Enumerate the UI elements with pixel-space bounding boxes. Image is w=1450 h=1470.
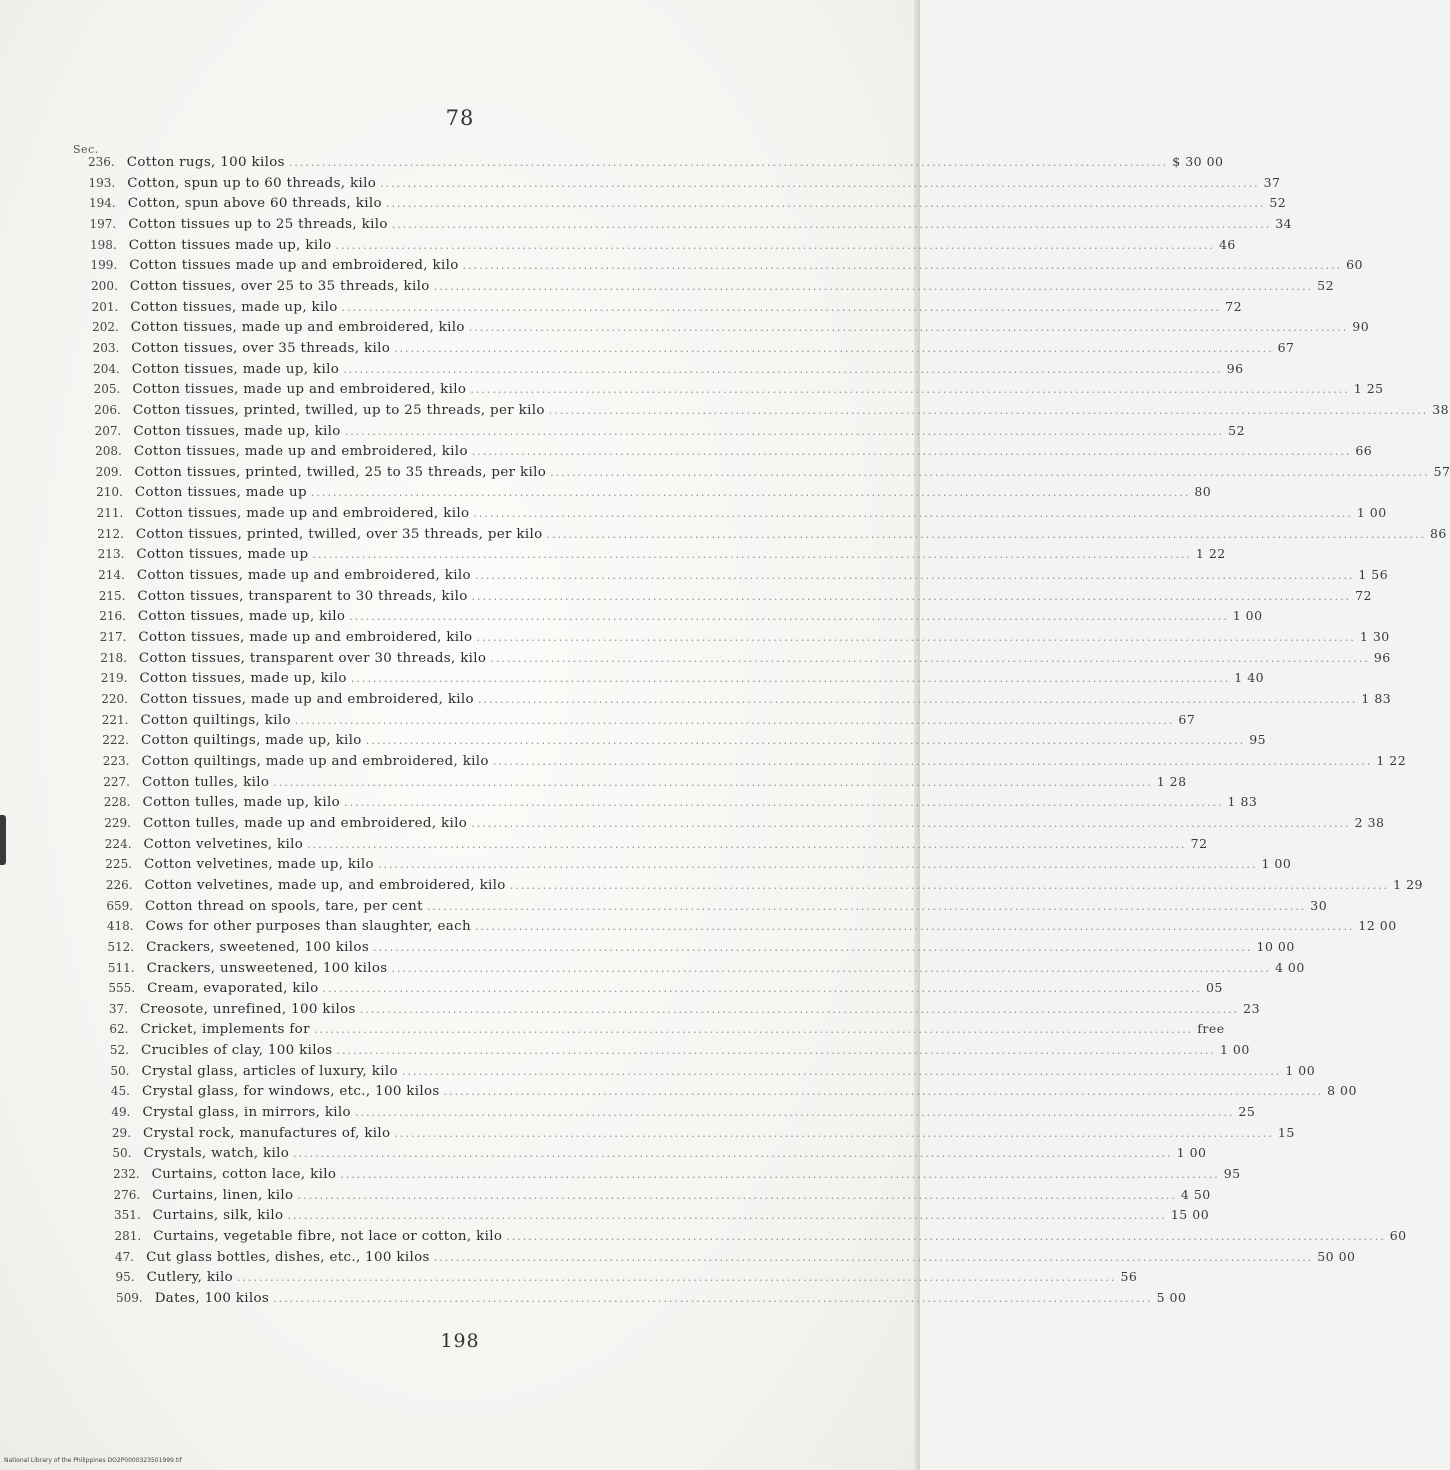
entry-row <box>105 875 1424 895</box>
dot-leader: ................................................................................................................................................................ <box>377 858 1258 872</box>
entry-description: Cotton tissues, made up, kilo <box>133 423 341 439</box>
entry-section-number: 511. <box>107 960 135 975</box>
entry-section-number: 224. <box>104 836 132 851</box>
entry-description: Cotton velvetines, kilo <box>143 836 304 852</box>
entry-rate: 95 <box>1249 732 1267 748</box>
entry-description: Cotton tissues, made up, kilo <box>131 361 340 377</box>
entry-rate: 1 25 <box>1353 381 1384 397</box>
entry-rate: 90 <box>1352 319 1370 335</box>
entry-description: Curtains, linen, kilo <box>152 1187 294 1203</box>
entry-description: Cotton rugs, 100 kilos <box>126 155 285 170</box>
entry-rate: 50 00 <box>1317 1248 1356 1264</box>
entry-section-number: 52. <box>109 1043 129 1058</box>
entry-rate: 52 <box>1317 277 1335 293</box>
dot-leader: ................................................................................................................................................................ <box>297 1188 1177 1202</box>
dot-leader: ................................................................................................................................................................ <box>391 961 1271 975</box>
entry-rate: 67 <box>1178 711 1196 727</box>
dot-leader: ................................................................................................................................................................ <box>237 1271 1117 1285</box>
entry-rate: 86 <box>1429 525 1447 541</box>
entry-rate: 4 50 <box>1180 1186 1211 1202</box>
dot-leader: ................................................................................................................................................................ <box>273 775 1153 789</box>
dot-leader: ................................................................................................................................................................ <box>313 1023 1194 1037</box>
dot-leader: ................................................................................................................................................................ <box>474 920 1355 934</box>
entry-rate: 34 <box>1275 215 1293 231</box>
entry-description: Cut glass bottles, dishes, etc., 100 kilos <box>146 1249 430 1265</box>
entry-section-number: 220. <box>101 692 128 707</box>
entry-row <box>114 1226 1407 1246</box>
dot-leader: ................................................................................................................................................................ <box>391 217 1272 231</box>
entry-section-number: 202. <box>92 320 119 335</box>
entry-row <box>96 482 1212 502</box>
entry-row <box>111 1123 1295 1143</box>
entry-rate: 8 00 <box>1327 1083 1357 1099</box>
dot-leader: ................................................................................................................................................................ <box>344 424 1225 438</box>
entry-section-number: 222. <box>102 733 129 748</box>
entry-description: Crystal glass, for windows, etc., 100 kilos <box>142 1084 440 1100</box>
entry-row <box>101 710 1196 730</box>
entry-row <box>111 1102 1256 1122</box>
entry-section-number: 204. <box>93 361 120 376</box>
dot-leader: ................................................................................................................................................................ <box>394 1126 1274 1140</box>
entry-row <box>95 441 1373 461</box>
entry-rate: 1 22 <box>1376 752 1407 768</box>
dot-leader: ................................................................................................................................................................ <box>273 1292 1153 1305</box>
entry-row <box>112 1164 1241 1184</box>
entry-row <box>115 1267 1138 1287</box>
entry-description: Crystal rock, manufactures of, kilo <box>143 1125 391 1141</box>
entry-description: Crystals, watch, kilo <box>143 1146 290 1162</box>
entry-description: Crystal glass, articles of luxury, kilo <box>141 1063 398 1079</box>
entry-row <box>97 524 1447 544</box>
entry-row <box>100 668 1265 688</box>
entry-description: Cotton tulles, kilo <box>141 774 270 790</box>
entry-description: Cotton tissues, made up, kilo <box>139 671 347 687</box>
entry-row <box>109 1040 1250 1060</box>
entry-section-number: 223. <box>102 753 130 768</box>
entry-section-number: 50. <box>110 1063 130 1078</box>
entry-rate: 38 <box>1432 401 1450 417</box>
entry-rate: 72 <box>1190 835 1208 851</box>
entry-row <box>90 255 1364 275</box>
entry-row <box>93 359 1244 379</box>
entry-description: Cotton tissues, made up and embroidered, kilo <box>130 320 465 336</box>
dot-leader: ................................................................................................................................................................ <box>476 631 1356 645</box>
dot-leader: ................................................................................................................................................................ <box>310 486 1191 500</box>
entry-rate: 30 <box>1310 897 1328 913</box>
entry-section-number: 512. <box>107 939 135 954</box>
dot-leader: ................................................................................................................................................................ <box>307 837 1187 851</box>
entry-row <box>94 421 1246 441</box>
dot-leader: ................................................................................................................................................................ <box>322 982 1202 996</box>
entry-row <box>105 854 1292 874</box>
entry-description: Cotton velvetines, made up, kilo <box>144 857 374 873</box>
entry-rate: 95 <box>1223 1166 1241 1182</box>
entry-section-number: 200. <box>91 278 118 293</box>
entry-description: Cotton tissues, over 25 to 35 threads, kilo <box>129 278 430 294</box>
entry-description: Cotton tissues, made up and embroidered, kilo <box>136 568 471 584</box>
section-column-label: Sec. <box>73 143 99 156</box>
entry-section-number: 29. <box>111 1125 132 1140</box>
entry-rate: 52 <box>1228 422 1246 438</box>
dot-leader: ................................................................................................................................................................ <box>340 1168 1220 1182</box>
entry-row <box>93 379 1384 399</box>
dot-leader: ................................................................................................................................................................ <box>471 589 1352 603</box>
entry-description: Creosote, unrefined, 100 kilos <box>139 1001 356 1017</box>
entry-section-number: 49. <box>111 1105 131 1120</box>
entry-section-number: 214. <box>98 568 125 583</box>
entry-rate: 12 00 <box>1358 918 1397 934</box>
entry-section-number: 47. <box>114 1249 135 1264</box>
dot-leader: ................................................................................................................................................................ <box>312 548 1192 562</box>
entry-description: Cotton quiltings, made up, kilo <box>140 733 362 749</box>
entry-row <box>102 751 1407 771</box>
entry-rate: 1 00 <box>1176 1145 1207 1161</box>
entry-rate: 1 40 <box>1234 670 1265 686</box>
dot-leader: ................................................................................................................................................................ <box>550 465 1430 479</box>
entry-row <box>104 813 1385 833</box>
entry-row <box>109 1019 1225 1039</box>
dot-leader: ................................................................................................................................................................ <box>443 1085 1324 1099</box>
entry-row <box>106 896 1328 916</box>
entry-rate: 25 <box>1238 1104 1256 1120</box>
entry-row <box>98 586 1372 606</box>
entry-section-number: 232. <box>112 1167 140 1182</box>
dot-leader: ................................................................................................................................................................ <box>506 1230 1386 1244</box>
entry-description: Cotton tissues, made up <box>134 485 307 501</box>
dot-leader: ................................................................................................................................................................ <box>490 651 1370 665</box>
entry-row <box>97 544 1226 564</box>
entry-row <box>116 1288 1187 1308</box>
entry-description: Crucibles of clay, 100 kilos <box>140 1043 333 1059</box>
entry-row <box>95 462 1450 482</box>
entry-row <box>88 152 1224 172</box>
entry-row <box>91 297 1243 317</box>
entry-row <box>108 999 1261 1019</box>
dot-leader: ................................................................................................................................................................ <box>401 1064 1282 1078</box>
entry-rate: 15 <box>1277 1124 1295 1140</box>
entry-description: Cotton tissues, over 35 threads, kilo <box>131 340 391 356</box>
entry-section-number: 236. <box>88 155 115 169</box>
entry-rate: 1 83 <box>1227 794 1258 810</box>
entry-rate: 52 <box>1269 195 1287 211</box>
entry-description: Cotton thread on spools, tare, per cent <box>145 898 423 914</box>
entry-description: Cream, evaporated, kilo <box>147 981 319 997</box>
entry-row <box>90 235 1236 255</box>
dot-leader: ................................................................................................................................................................ <box>354 1106 1235 1120</box>
entry-rate: 1 00 <box>1285 1062 1316 1078</box>
entry-row <box>102 730 1267 750</box>
entry-section-number: 555. <box>108 981 136 996</box>
dot-leader: ................................................................................................................................................................ <box>509 878 1390 892</box>
entry-rate: 2 38 <box>1354 814 1385 830</box>
entry-section-number: 509. <box>116 1291 143 1305</box>
dot-leader: ................................................................................................................................................................ <box>359 1002 1240 1016</box>
entry-rate: 1 00 <box>1356 505 1387 521</box>
entry-rate: 1 00 <box>1232 608 1263 624</box>
dot-leader: ................................................................................................................................................................ <box>477 693 1358 707</box>
entry-description: Cotton tulles, made up and embroidered, kilo <box>143 815 468 831</box>
page-top-number: 78 <box>445 106 475 130</box>
entry-rate: 1 83 <box>1361 691 1392 707</box>
entry-rate: $ 30 00 <box>1172 154 1224 169</box>
entry-rate: 10 00 <box>1256 938 1295 954</box>
dot-leader: ................................................................................................................................................................ <box>344 796 1224 810</box>
entry-rate: 96 <box>1226 360 1244 376</box>
dot-leader: ................................................................................................................................................................ <box>336 1044 1216 1058</box>
entry-section-number: 207. <box>94 423 122 438</box>
dot-leader: ................................................................................................................................................................ <box>492 754 1373 768</box>
entry-section-number: 206. <box>94 402 121 417</box>
entry-section-number: 659. <box>106 898 134 913</box>
dot-leader: ................................................................................................................................................................ <box>335 238 1215 252</box>
entry-section-number: 203. <box>92 340 120 355</box>
entry-rate: 05 <box>1205 980 1223 996</box>
entry-section-number: 219. <box>100 671 128 686</box>
entry-section-number: 351. <box>113 1208 141 1223</box>
entry-rate: free <box>1197 1021 1225 1037</box>
entry-rate: 1 22 <box>1195 546 1226 562</box>
dot-leader: ................................................................................................................................................................ <box>462 259 1343 273</box>
entry-section-number: 50. <box>112 1146 132 1161</box>
entry-row <box>103 792 1258 812</box>
dot-leader: ................................................................................................................................................................ <box>294 713 1175 727</box>
entry-section-number: 37. <box>108 1001 128 1016</box>
entry-section-number: 45. <box>110 1084 130 1099</box>
entry-rate: 23 <box>1243 1000 1261 1016</box>
entry-row <box>91 276 1335 296</box>
entry-rate: 1 28 <box>1156 773 1187 789</box>
entry-description: Cotton, spun up to 60 threads, kilo <box>127 175 377 191</box>
entry-row <box>99 627 1390 647</box>
entry-section-number: 212. <box>97 526 124 541</box>
entry-description: Curtains, silk, kilo <box>152 1208 284 1224</box>
entry-description: Cows for other purposes than slaughter, each <box>145 919 471 935</box>
entry-row <box>113 1185 1211 1205</box>
entry-row <box>110 1061 1316 1081</box>
entry-row <box>108 978 1223 998</box>
entry-section-number: 226. <box>105 877 133 892</box>
entry-description: Cotton tulles, made up, kilo <box>142 795 341 811</box>
dot-leader: ................................................................................................................................................................ <box>385 197 1266 211</box>
entry-section-number: 210. <box>96 485 123 500</box>
entry-section-number: 217. <box>99 630 127 645</box>
entry-section-number: 193. <box>88 175 116 190</box>
entry-section-number: 95. <box>115 1270 135 1285</box>
entry-row <box>99 606 1263 626</box>
dot-leader: ................................................................................................................................................................ <box>473 507 1353 521</box>
entry-description: Cotton tissues, made up and embroidered, kilo <box>138 630 473 646</box>
entry-rate: 1 00 <box>1219 1042 1250 1058</box>
entry-description: Cotton tissues, made up and embroidered, kilo <box>135 506 470 522</box>
entry-rate: 4 00 <box>1274 959 1305 975</box>
entry-description: Cotton tissues, made up and embroidered, kilo <box>132 382 467 398</box>
entry-description: Cotton, spun above 60 threads, kilo <box>127 196 382 212</box>
entry-rate: 66 <box>1355 443 1373 459</box>
entry-description: Cutlery, kilo <box>146 1270 234 1286</box>
entry-section-number: 221. <box>101 712 129 727</box>
entry-rate: 56 <box>1120 1269 1138 1285</box>
entry-section-number: 205. <box>93 382 121 397</box>
entry-description: Cotton tissues made up and embroidered, kilo <box>129 258 459 274</box>
entry-rate: 1 56 <box>1358 567 1389 583</box>
entry-rate: 96 <box>1373 649 1391 665</box>
entry-description: Cotton quiltings, kilo <box>140 712 291 728</box>
entry-section-number: 229. <box>104 815 131 830</box>
entry-description: Cotton tissues, printed, twilled, 25 to 35 threads, per kilo <box>134 464 547 480</box>
entry-rate: 80 <box>1194 484 1212 500</box>
entry-description: Cotton tissues, printed, twilled, up to 25 threads, per kilo <box>132 402 545 418</box>
entry-row <box>114 1247 1356 1267</box>
entry-rate: 72 <box>1355 587 1372 603</box>
entry-row <box>96 503 1387 523</box>
entry-section-number: 216. <box>99 609 126 624</box>
entry-description: Cotton tissues, made up <box>136 547 309 563</box>
entry-row <box>107 937 1295 957</box>
entry-description: Crackers, sweetened, 100 kilos <box>146 939 370 955</box>
entry-row <box>101 689 1392 709</box>
entry-section-number: 208. <box>95 444 122 459</box>
entry-description: Cotton quiltings, made up and embroidered, kilo <box>141 753 489 769</box>
entry-section-number: 276. <box>113 1187 141 1202</box>
entry-rate: 15 00 <box>1170 1207 1210 1223</box>
entry-description: Dates, 100 kilos <box>154 1291 270 1306</box>
entry-description: Cotton tissues, transparent to 30 threads, kilo <box>137 588 468 604</box>
entry-row <box>104 834 1208 854</box>
entry-row <box>107 958 1305 978</box>
dot-leader: ................................................................................................................................................................ <box>343 362 1223 376</box>
entry-rate: 1 29 <box>1393 876 1424 892</box>
entry-section-number: 218. <box>100 650 127 665</box>
dot-leader: ................................................................................................................................................................ <box>548 403 1429 417</box>
dot-leader: ................................................................................................................................................................ <box>341 300 1222 314</box>
dot-leader: ................................................................................................................................................................ <box>350 672 1231 686</box>
entry-section-number: 197. <box>89 216 117 231</box>
entry-section-number: 209. <box>95 464 123 479</box>
dot-leader: ................................................................................................................................................................ <box>468 321 1349 335</box>
entry-section-number: 281. <box>114 1229 142 1244</box>
entry-rate: 67 <box>1277 339 1295 355</box>
dot-leader: ................................................................................................................................................................ <box>365 734 1246 748</box>
dot-leader: ................................................................................................................................................................ <box>426 899 1307 913</box>
entry-row <box>89 214 1293 234</box>
dot-leader: ................................................................................................................................................................ <box>433 279 1314 293</box>
entry-description: Cotton tissues, made up, kilo <box>130 299 338 315</box>
page-bottom-number: 198 <box>440 1330 480 1352</box>
dot-leader: ................................................................................................................................................................ <box>471 816 1351 830</box>
entry-description: Crackers, unsweetened, 100 kilos <box>146 960 388 976</box>
dot-leader: ................................................................................................................................................................ <box>288 156 1169 169</box>
entry-rate: 60 <box>1389 1228 1407 1244</box>
entry-description: Cotton tissues up to 25 threads, kilo <box>128 216 388 232</box>
entry-row <box>92 338 1295 358</box>
entry-row <box>94 400 1450 420</box>
entry-row <box>100 648 1391 668</box>
entry-row <box>88 173 1281 193</box>
entry-section-number: 62. <box>109 1022 129 1037</box>
entry-row <box>106 916 1397 936</box>
entry-section-number: 227. <box>103 774 130 789</box>
dot-leader: ................................................................................................................................................................ <box>470 383 1350 397</box>
dot-leader: ................................................................................................................................................................ <box>293 1147 1173 1161</box>
dot-leader: ................................................................................................................................................................ <box>471 445 1352 459</box>
entry-row <box>92 317 1370 337</box>
entry-description: Cotton velvetines, made up, and embroidered, kilo <box>144 877 506 893</box>
entry-section-number: 198. <box>90 237 117 252</box>
dot-leader: ................................................................................................................................................................ <box>546 527 1426 541</box>
dot-leader: ................................................................................................................................................................ <box>373 940 1253 954</box>
entry-description: Cotton tissues, transparent over 30 threads, kilo <box>138 650 487 666</box>
entry-description: Cotton tissues made up, kilo <box>128 237 332 253</box>
entry-section-number: 211. <box>96 506 124 521</box>
entry-description: Curtains, cotton lace, kilo <box>151 1167 337 1183</box>
entry-rate: 37 <box>1263 174 1281 190</box>
entry-row <box>112 1143 1207 1163</box>
dot-leader: ................................................................................................................................................................ <box>394 341 1274 355</box>
entry-row <box>113 1205 1210 1225</box>
entry-rate: 46 <box>1218 236 1236 252</box>
footer-note: National Library of the Philippines DO2P0000323501999.tif <box>4 1457 182 1464</box>
entry-row <box>98 565 1389 585</box>
dot-leader: ................................................................................................................................................................ <box>349 610 1229 624</box>
dot-leader: ................................................................................................................................................................ <box>433 1250 1314 1264</box>
entry-section-number: 418. <box>106 919 134 934</box>
entry-description: Cotton tissues, made up and embroidered, kilo <box>133 444 468 460</box>
entry-row <box>103 772 1187 792</box>
entry-description: Cotton tissues, printed, twilled, over 35 threads, per kilo <box>135 526 543 542</box>
entry-description: Crystal glass, in mirrors, kilo <box>142 1105 351 1121</box>
entry-description: Cotton tissues, made up and embroidered, kilo <box>139 692 474 708</box>
entry-row <box>89 193 1287 213</box>
dot-leader: ................................................................................................................................................................ <box>380 176 1260 190</box>
entry-section-number: 225. <box>105 857 133 872</box>
entry-section-number: 194. <box>89 196 116 211</box>
dot-leader: ................................................................................................................................................................ <box>474 569 1355 583</box>
dot-leader: ................................................................................................................................................................ <box>287 1209 1167 1223</box>
entry-section-number: 215. <box>98 588 126 603</box>
entry-section-number: 201. <box>91 299 119 314</box>
entry-description: Cotton tissues, made up, kilo <box>137 609 346 625</box>
entry-section-number: 213. <box>97 547 125 562</box>
entry-rate: 57 <box>1433 463 1450 479</box>
entry-rate: 1 00 <box>1261 856 1292 872</box>
entry-row <box>110 1081 1357 1101</box>
entry-rate: 60 <box>1346 257 1364 273</box>
entry-section-number: 199. <box>90 258 118 273</box>
entry-rate: 1 30 <box>1359 629 1390 645</box>
entry-rate: 72 <box>1225 298 1243 314</box>
entry-section-number: 228. <box>103 795 131 810</box>
entry-description: Cricket, implements for <box>140 1022 310 1038</box>
entry-description: Curtains, vegetable fibre, not lace or cotton, kilo <box>153 1229 503 1245</box>
entry-rate: 5 00 <box>1156 1290 1187 1305</box>
